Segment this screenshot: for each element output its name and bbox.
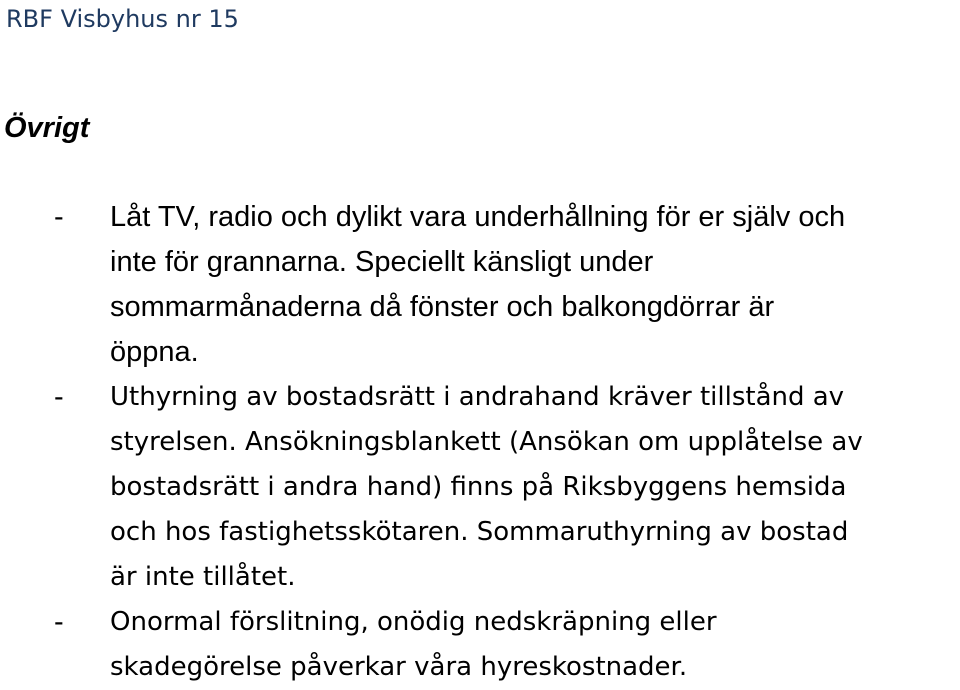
bullet-item-tv-radio (0, 195, 960, 375)
bullet-line: och hos fastighetsskötaren. Sommaruthyrning av bostad (110, 517, 849, 547)
section-heading: Övrigt (4, 112, 90, 144)
rules-bullet-list (0, 195, 960, 690)
bullet-line: skadegörelse påverkar våra hyreskostnader. (110, 652, 688, 682)
bullet-item-wear-and-tear (0, 600, 960, 690)
document-header-title: RBF Visbyhus nr 15 (6, 5, 239, 33)
bullet-item-subletting (0, 375, 960, 600)
bullet-line: sommarmånaderna då fönster och balkongdörrar är (110, 291, 775, 323)
bullet-line: inte för grannarna. Speciellt känsligt under (110, 246, 654, 278)
bullet-line: Låt TV, radio och dylikt vara underhållning för er själv och (110, 201, 846, 233)
bullet-line: styrelsen. Ansökningsblankett (Ansökan om upplåtelse av (110, 427, 863, 457)
bullet-line: är inte tillåtet. (110, 562, 296, 592)
bullet-dash: - (54, 381, 64, 413)
bullet-line: Uthyrning av bostadsrätt i andrahand kräver tillstånd av (110, 382, 845, 412)
bullet-line: bostadsrätt i andra hand) finns på Riksbyggens hemsida (110, 472, 847, 502)
bullet-line: Onormal förslitning, onödig nedskräpning eller (110, 607, 717, 637)
bullet-dash: - (54, 201, 64, 233)
bullet-dash: - (54, 606, 64, 638)
bullet-line: öppna. (110, 336, 199, 368)
